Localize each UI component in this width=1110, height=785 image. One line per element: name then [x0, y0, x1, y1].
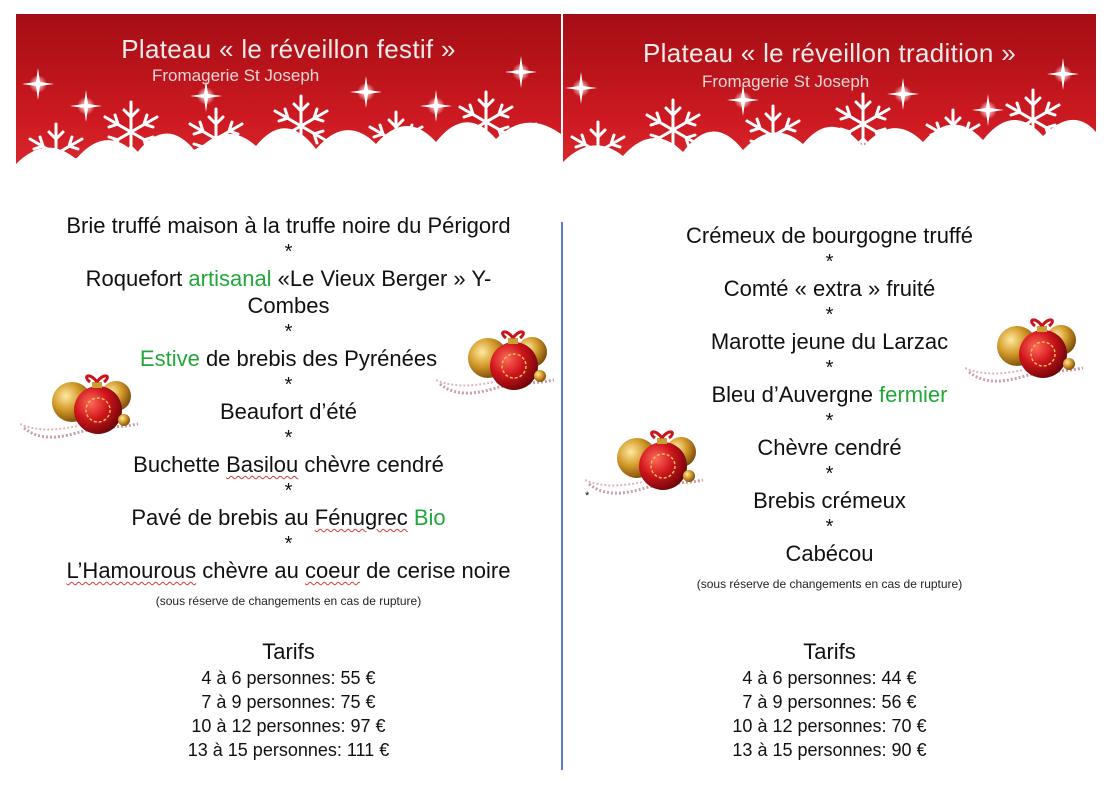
separator-star: *	[284, 427, 293, 449]
price-line: 7 à 9 personnes: 56 €	[742, 692, 917, 712]
price-line: 13 à 15 personnes: 90 €	[732, 740, 927, 760]
disclaimer-note: (sous réserve de changements en cas de rupture)	[155, 594, 422, 608]
price-line: 7 à 9 personnes: 75 €	[201, 692, 376, 712]
price-line: 4 à 6 personnes: 44 €	[742, 668, 917, 688]
shop-name: Fromagerie St Joseph	[702, 72, 870, 91]
cheese-item: Brebis crémeux	[753, 488, 906, 513]
separator-star: *	[284, 480, 293, 502]
cheese-item: L’Hamourous chèvre au coeur de cerise noire	[66, 558, 511, 583]
cheese-item: Estive de brebis des Pyrénées	[139, 346, 438, 371]
cheese-item: Crémeux de bourgogne truffé	[686, 223, 973, 248]
price-line: 4 à 6 personnes: 55 €	[201, 668, 376, 688]
menu-panel-festif	[16, 14, 561, 769]
menu-title: Plateau « le réveillon festif »	[121, 34, 456, 64]
separator-star: *	[825, 304, 834, 326]
cheese-item: Brie truffé maison à la truffe noire du Périgord	[66, 213, 511, 238]
separator-star: *	[825, 410, 834, 432]
cheese-list	[563, 222, 1096, 567]
cheese-item: Pavé de brebis au Fénugrec Bio	[131, 505, 446, 530]
separator-star: *	[284, 321, 293, 343]
cheese-item: Comté « extra » fruité	[723, 276, 936, 301]
price-line: 13 à 15 personnes: 111 €	[187, 740, 390, 760]
cheese-item: Cabécou	[785, 541, 874, 566]
menu-panel-tradition	[563, 14, 1096, 769]
price-line: 10 à 12 personnes: 70 €	[732, 716, 927, 736]
christmas-baubles-icon	[436, 322, 561, 402]
cheese-item: Bleu d’Auvergne fermier	[711, 382, 948, 407]
cheese-item: Beaufort d’été	[220, 399, 357, 424]
christmas-baubles-icon	[965, 310, 1090, 390]
pricing-title: Tarifs	[262, 639, 315, 664]
separator-star: *	[284, 241, 293, 263]
pricing-section	[563, 638, 1096, 762]
stray-star: *	[585, 490, 590, 502]
shop-name: Fromagerie St Joseph	[152, 66, 320, 85]
separator-star: *	[825, 251, 834, 273]
separator-star: *	[284, 533, 293, 555]
separator-star: *	[284, 374, 293, 396]
price-line: 10 à 12 personnes: 97 €	[191, 716, 386, 736]
separator-star: *	[825, 516, 834, 538]
menu-title: Plateau « le réveillon tradition »	[643, 38, 1016, 68]
cheese-item: Buchette Basilou chèvre cendré	[133, 452, 444, 477]
disclaimer-note: (sous réserve de changements en cas de rupture)	[696, 577, 963, 591]
pricing-title: Tarifs	[803, 639, 856, 664]
cheese-item: Chèvre cendré	[757, 435, 902, 460]
cheese-item: Roquefort artisanal «Le Vieux Berger » Y- Combes	[85, 266, 492, 318]
separator-star: *	[825, 463, 834, 485]
separator-star: *	[825, 357, 834, 379]
christmas-baubles-icon	[20, 366, 145, 446]
cheese-item: Marotte jeune du Larzac	[710, 329, 949, 354]
christmas-baubles-icon	[585, 422, 710, 502]
pricing-section	[16, 638, 561, 762]
